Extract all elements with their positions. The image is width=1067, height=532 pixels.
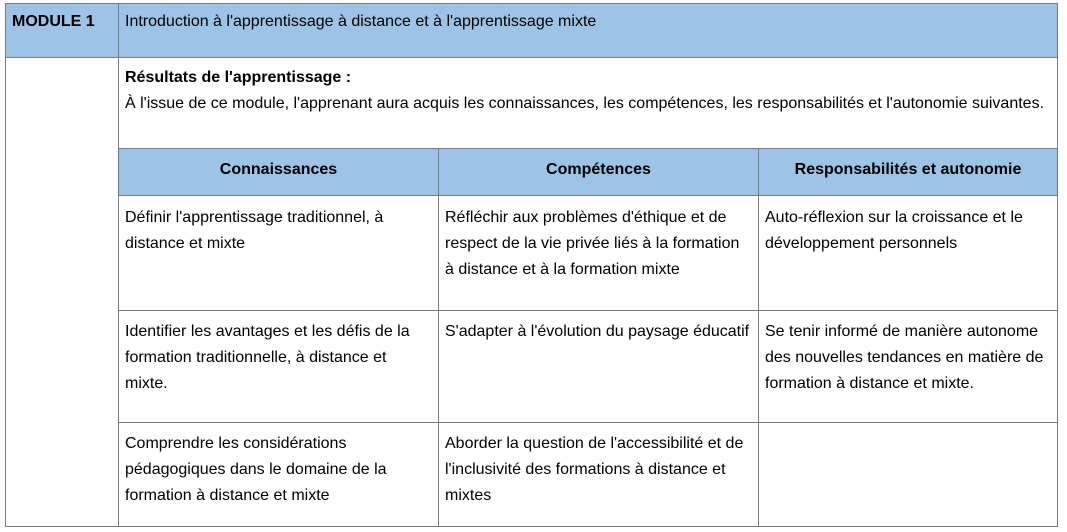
table-cell: S'adapter à l'évolution du paysage éducatif — [439, 310, 759, 422]
module-table — [5, 3, 1058, 527]
header-knowledge: Connaissances — [119, 149, 439, 196]
table-cell: Réfléchir aux problèmes d'éthique et de respect de la vie privée liés à la formation à distance et à la formation mixte — [439, 196, 759, 310]
module-label: MODULE 1 — [6, 4, 119, 58]
learning-outcomes-text: À l'issue de ce module, l'apprenant aura acquis les connaissances, les compétences, les responsabilités et l'autonomie suivantes. — [125, 95, 1045, 112]
table-row — [119, 422, 1057, 526]
table-cell: Aborder la question de l'accessibilité et de l'inclusivité des formations à distance et mixtes — [439, 422, 759, 526]
module-title: Introduction à l'apprentissage à distance et à l'apprentissage mixte — [119, 4, 1057, 58]
learning-outcomes-heading: Résultats de l'apprentissage : — [125, 69, 352, 86]
table-cell: Auto-réflexion sur la croissance et le développement personnels — [765, 209, 1023, 252]
table-row — [119, 196, 1057, 311]
header-responsibility: Responsabilités et autonomie — [759, 149, 1057, 196]
learning-outcomes — [119, 58, 1057, 148]
table-cell: Comprendre les considérations pédagogiques dans le domaine de la formation à distance et mixte — [119, 422, 439, 526]
table-cell: Se tenir informé de manière autonome des nouvelles tendances en matière de formation à distance et mixte. — [765, 323, 1044, 392]
header-skills: Compétences — [439, 149, 759, 196]
empty-cell — [6, 58, 119, 526]
table-row — [119, 310, 1057, 423]
table-cell — [759, 422, 1057, 526]
table-cell: Identifier les avantages et les défis de la formation traditionnelle, à distance et mixte. — [119, 310, 439, 422]
outcomes-table — [119, 148, 1057, 526]
table-cell: Définir l'apprentissage traditionnel, à distance et mixte — [119, 196, 439, 310]
